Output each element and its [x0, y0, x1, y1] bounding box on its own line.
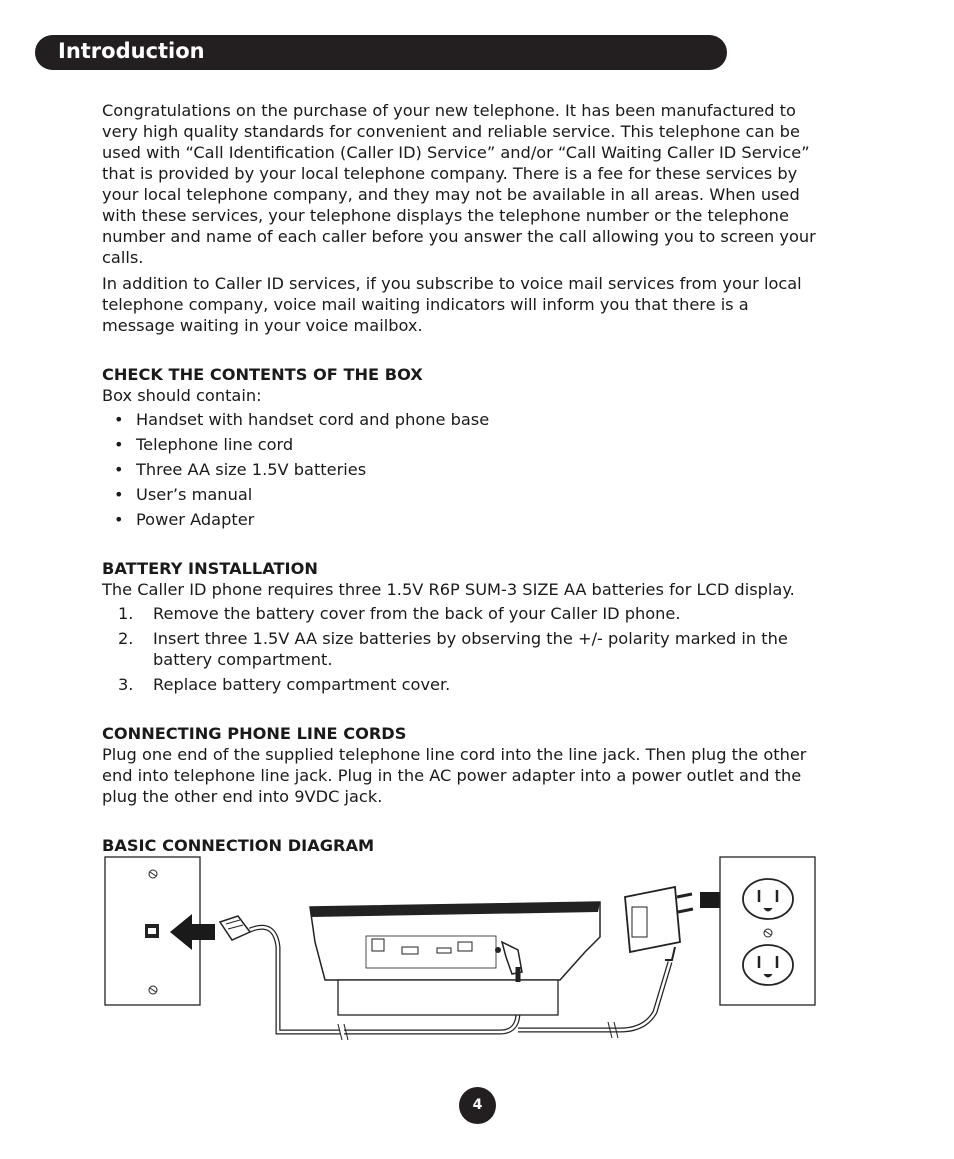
intro-paragraph-2: In addition to Caller ID services, if you subscribe to voice mail services from your local telephone company, voice mail waiting indicators will inform you that there is a message waiting in your voice mailbox. [102, 274, 802, 335]
contents-heading: CHECK THE CONTENTS OF THE BOX [102, 365, 423, 384]
step-number: 1. [118, 604, 134, 623]
list-item [102, 628, 822, 670]
page-title: Introduction [58, 39, 205, 63]
power-adapter-icon [625, 887, 693, 960]
list-item [102, 603, 822, 624]
battery-section [102, 558, 822, 695]
step-number: 3. [118, 675, 134, 694]
step-text: Remove the battery cover from the back of your Caller ID phone. [153, 604, 681, 623]
list-item: • Three AA size 1.5V batteries [102, 459, 822, 480]
page-number: 4 [472, 1097, 483, 1113]
battery-steps [102, 603, 822, 695]
battery-heading: BATTERY INSTALLATION [102, 559, 318, 578]
contents-section [102, 364, 822, 530]
battery-lead: The Caller ID phone requires three 1.5V R6P SUM-3 SIZE AA batteries for LCD display. [102, 580, 795, 599]
list-item: • Handset with handset cord and phone base [102, 409, 822, 430]
wall-outlet [720, 857, 815, 1005]
list-item [102, 674, 822, 695]
list-item: • User’s manual [102, 484, 822, 505]
diagram-heading: BASIC CONNECTION DIAGRAM [102, 836, 375, 855]
section-title-bar [35, 35, 727, 70]
step-number: 2. [118, 629, 134, 648]
contents-lead: Box should contain: [102, 386, 262, 405]
list-item: • Telephone line cord [102, 434, 822, 455]
phone-base [310, 902, 600, 1015]
page-number-badge [459, 1087, 496, 1124]
step-text: Insert three 1.5V AA size batteries by observing the +/- polarity marked in the battery compartment. [153, 629, 788, 669]
cords-section [102, 723, 822, 807]
intro-paragraph-1: Congratulations on the purchase of your new telephone. It has been manufactured to very high quality standards for convenient and reliable service. This telephone can be used with “Call Identification (Caller ID) Service” and/or “Call Waiting Caller ID Service” that is provided by your local telephone company. There is a fee for these services by your local telephone company, and they may not be available in all areas. When used with these services, your telephone displays the telephone number or the telephone number and name of each caller before you answer the call allowing you to screen your calls. [102, 101, 816, 267]
contents-list [102, 409, 822, 530]
list-item: • Power Adapter [102, 509, 822, 530]
modular-plug-icon [220, 916, 250, 940]
cords-heading: CONNECTING PHONE LINE CORDS [102, 724, 407, 743]
cords-text: Plug one end of the supplied telephone line cord into the line jack. Then plug the other end into telephone line jack. Plug in the AC power adapter into a power outlet and the plug the other end into 9VDC jack. [102, 745, 807, 806]
step-text: Replace battery compartment cover. [153, 675, 451, 694]
main-content [102, 100, 822, 856]
connection-diagram [100, 852, 820, 1042]
